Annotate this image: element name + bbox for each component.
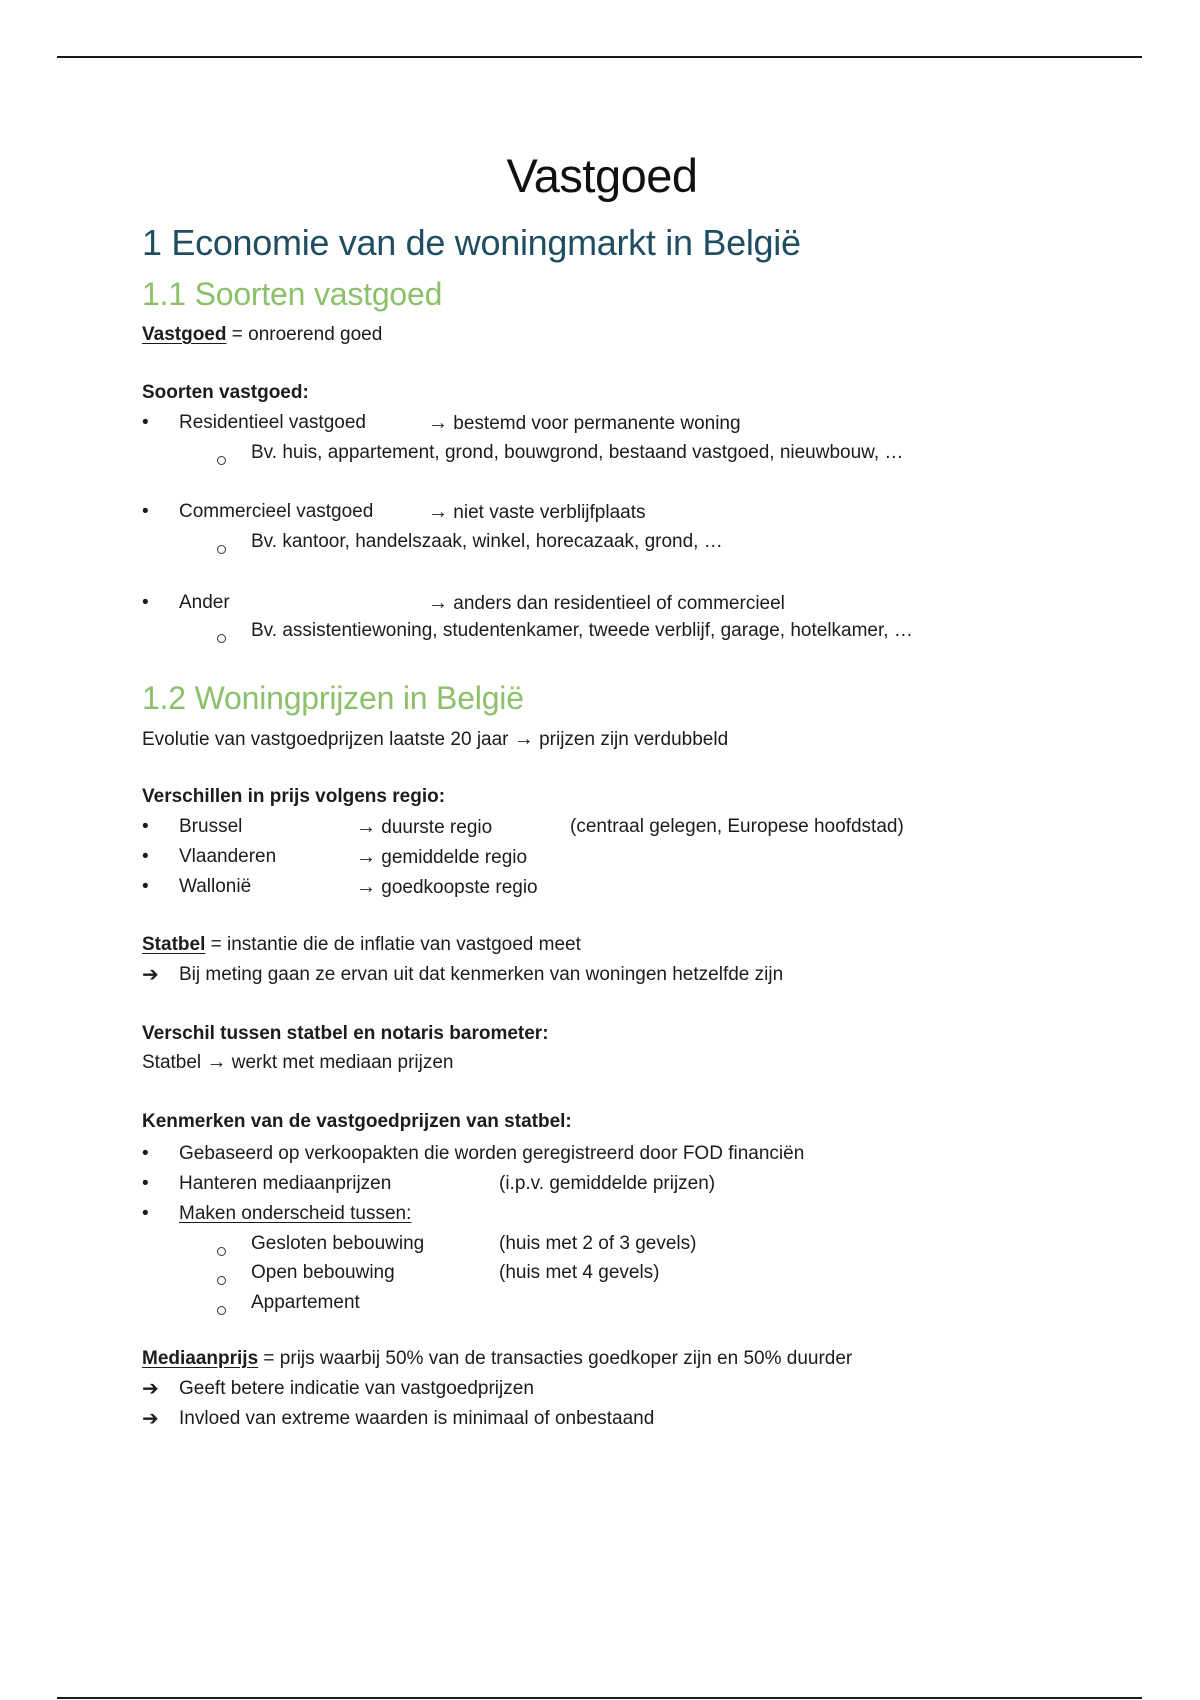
bold-arrow-icon: ➔ — [142, 1408, 159, 1430]
bullet-icon: • — [142, 846, 149, 867]
difference-line: Statbel → werkt met mediaan prijzen — [142, 1051, 454, 1073]
sub-bullet-icon — [217, 1302, 226, 1320]
heading-section-1-1: 1.1 Soorten vastgoed — [142, 276, 443, 312]
bold-arrow-icon: ➔ — [142, 1378, 159, 1400]
definition-vastgoed — [142, 323, 382, 347]
sub-bullet-icon — [217, 630, 226, 648]
definition-term: Statbel — [142, 934, 206, 955]
distinction-text: Open bebouwing — [251, 1262, 395, 1283]
arrow-icon: → — [428, 412, 448, 434]
type-name: Residentieel vastgoed — [179, 412, 366, 433]
type-desc: → niet vaste verblijfplaats — [428, 501, 646, 523]
region-name: Vlaanderen — [179, 846, 277, 867]
feature-text: Gebaseerd op verkoopakten die worden geregistreerd door FOD financiën — [179, 1143, 805, 1164]
arrow-icon: → — [356, 876, 376, 898]
type-desc: → bestemd voor permanente woning — [428, 412, 741, 434]
bullet-icon: • — [142, 876, 149, 897]
type-example: Bv. huis, appartement, grond, bouwgrond, bestaand vastgoed, nieuwbouw, … — [251, 442, 904, 463]
distinction-note: (huis met 2 of 3 gevels) — [499, 1233, 697, 1254]
median-note: Geeft betere indicatie van vastgoedprijzen — [179, 1378, 534, 1399]
sub-bullet-icon — [217, 1243, 226, 1261]
region-desc: → gemiddelde regio — [356, 846, 528, 868]
region-desc: → goedkoopste regio — [356, 876, 538, 898]
distinction-text: Appartement — [251, 1292, 360, 1313]
arrow-icon: → — [513, 728, 534, 750]
sub-bullet-icon — [217, 541, 226, 559]
arrow-icon: → — [428, 501, 448, 523]
feature-note: (i.p.v. gemiddelde prijzen) — [499, 1173, 716, 1194]
document-title: Vastgoed — [506, 149, 698, 202]
sub-bullet-icon — [217, 1272, 226, 1290]
definition-term: Vastgoed — [142, 324, 227, 345]
bullet-icon: • — [142, 1173, 149, 1194]
definition-text: = onroerend goed — [226, 324, 383, 345]
bullet-icon: • — [142, 501, 149, 522]
feature-text: Maken onderscheid tussen: — [179, 1203, 412, 1224]
types-heading: Soorten vastgoed: — [142, 382, 309, 403]
header-rule — [57, 56, 1142, 58]
feature-text: Hanteren mediaanprijzen — [179, 1173, 392, 1194]
footer-rule — [57, 1697, 1142, 1699]
arrow-icon: → — [428, 592, 448, 614]
region-name: Brussel — [179, 816, 243, 837]
definition-term: Mediaanprijs — [142, 1348, 259, 1369]
arrow-icon: → — [356, 816, 376, 838]
heading-section-1: 1 Economie van de woningmarkt in België — [142, 222, 801, 263]
distinction-text: Gesloten bebouwing — [251, 1233, 425, 1254]
statbel-note-text: Bij meting gaan ze ervan uit dat kenmerken van woningen hetzelfde zijn — [179, 964, 784, 985]
region-desc: → duurste regio — [356, 816, 493, 838]
sub-bullet-icon — [217, 452, 226, 470]
bullet-icon: • — [142, 816, 149, 837]
statbel-note — [142, 963, 159, 988]
type-name: Commercieel vastgoed — [179, 501, 374, 522]
heading-section-1-2: 1.2 Woningprijzen in België — [142, 680, 524, 716]
type-name: Ander — [179, 592, 230, 613]
regions-heading: Verschillen in prijs volgens regio: — [142, 786, 446, 807]
features-heading: Kenmerken van de vastgoedprijzen van statbel: — [142, 1111, 572, 1132]
region-name: Wallonië — [179, 876, 252, 897]
median-note: Invloed van extreme waarden is minimaal of onbestaand — [179, 1408, 655, 1429]
type-example: Bv. kantoor, handelszaak, winkel, horecazaak, grond, … — [251, 531, 723, 552]
region-note: (centraal gelegen, Europese hoofdstad) — [570, 816, 904, 837]
evolution-line: Evolutie van vastgoedprijzen laatste 20 jaar → prijzen zijn verdubbeld — [142, 728, 729, 750]
arrow-icon: → — [356, 846, 376, 868]
bullet-icon: • — [142, 412, 149, 433]
bold-arrow-icon: ➔ — [142, 964, 159, 986]
type-example: Bv. assistentiewoning, studentenkamer, tweede verblijf, garage, hotelkamer, … — [251, 620, 913, 641]
definition-statbel: Statbel = instantie die de inflatie van vastgoed meet — [142, 934, 581, 955]
bullet-icon: • — [142, 1203, 149, 1224]
definition-mediaanprijs: Mediaanprijs = prijs waarbij 50% van de transacties goedkoper zijn en 50% duurder — [142, 1348, 853, 1369]
type-desc: → anders dan residentieel of commercieel — [428, 592, 785, 614]
distinction-note: (huis met 4 gevels) — [499, 1262, 660, 1283]
bullet-icon: • — [142, 592, 149, 613]
bullet-icon: • — [142, 1143, 149, 1164]
arrow-icon: → — [206, 1051, 227, 1073]
difference-heading: Verschil tussen statbel en notaris barometer: — [142, 1023, 549, 1044]
